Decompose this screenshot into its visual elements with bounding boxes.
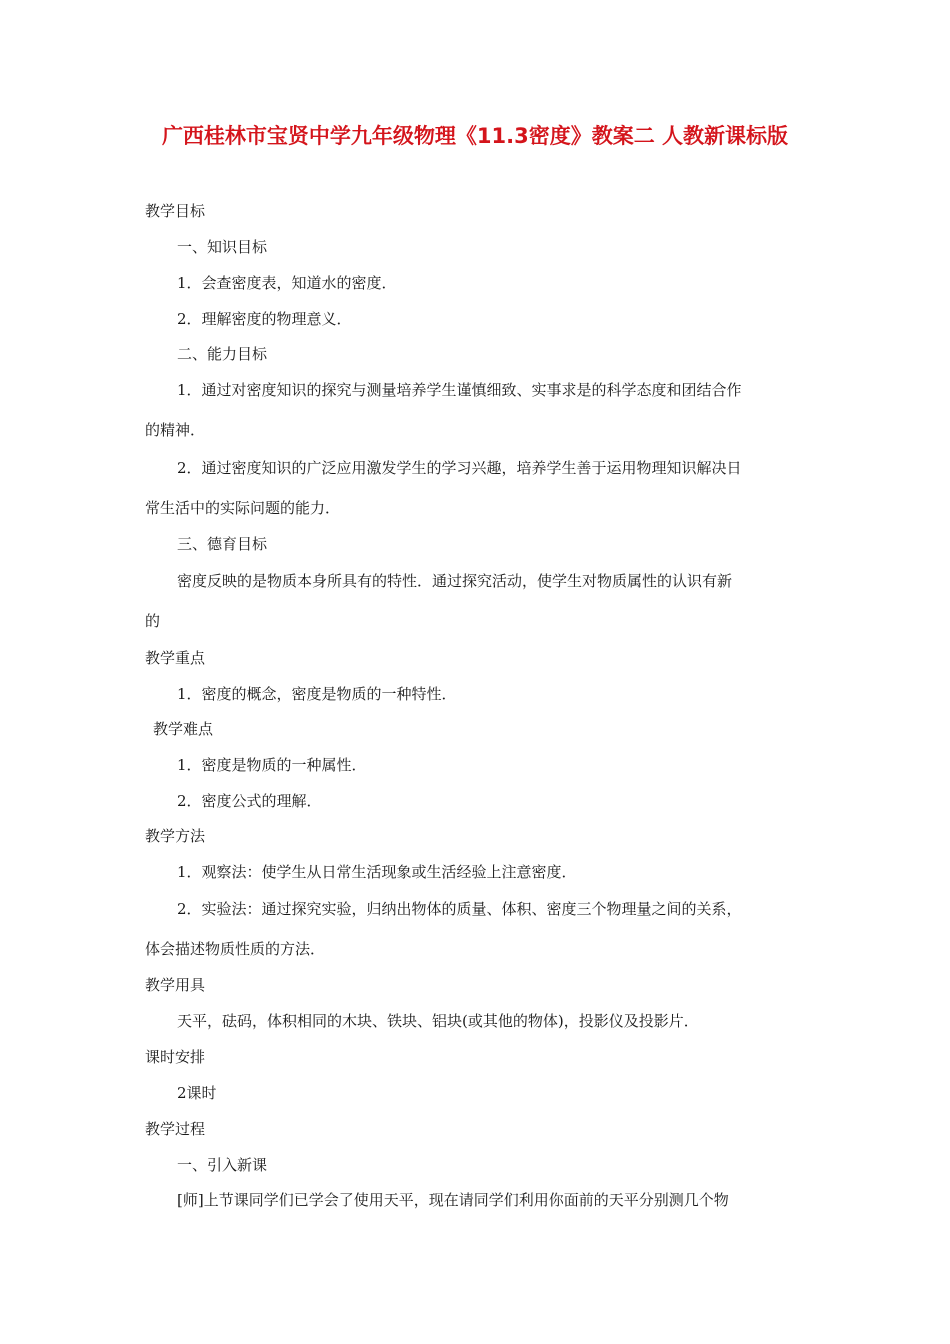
paragraph-line: 体会描述物质性质的方法． — [145, 940, 326, 958]
paragraph-line: 1．观察法：使学生从日常生活现象或生活经验上注意密度． — [177, 863, 577, 881]
paragraph-line: 常生活中的实际问题的能力． — [145, 499, 341, 517]
heading-class-schedule: 课时安排 — [145, 1048, 206, 1066]
paragraph-line: 1．会查密度表，知道水的密度． — [177, 274, 397, 292]
paragraph-line: [师]上节课同学们已学会了使用天平，现在请同学们利用你面前的天平分别测几个物 — [177, 1191, 729, 1209]
subheading-ability-goals: 二、能力目标 — [177, 345, 268, 363]
heading-teaching-tools: 教学用具 — [145, 976, 206, 994]
heading-teaching-goals: 教学目标 — [145, 202, 206, 220]
paragraph-line: 1．密度是物质的一种属性． — [177, 756, 367, 774]
heading-key-points: 教学重点 — [145, 649, 206, 667]
heading-teaching-methods: 教学方法 — [145, 827, 206, 845]
paragraph-line: 天平，砝码，体积相同的木块、铁块、铝块(或其他的物体)，投影仪及投影片． — [177, 1012, 699, 1030]
paragraph-line: 2．通过密度知识的广泛应用激发学生的学习兴趣，培养学生善于运用物理知识解决日 — [177, 459, 742, 477]
paragraph-line: 2．理解密度的物理意义． — [177, 310, 352, 328]
subheading-moral-goals: 三、德育目标 — [177, 535, 268, 553]
paragraph-line: 2．密度公式的理解． — [177, 792, 322, 810]
paragraph-line: 1．密度的概念，密度是物质的一种特性． — [177, 685, 457, 703]
subheading-knowledge-goals: 一、知识目标 — [177, 238, 268, 256]
paragraph-line: 的精神． — [145, 421, 206, 439]
paragraph-line: 2课时 — [177, 1084, 217, 1102]
paragraph-line: 2．实验法：通过探究实验，归纳出物体的质量、体积、密度三个物理量之间的关系， — [177, 900, 742, 918]
heading-teaching-process: 教学过程 — [145, 1120, 206, 1138]
paragraph-line: 的 — [145, 612, 161, 630]
heading-difficult-points: 教学难点 — [153, 720, 214, 738]
paragraph-line: 1．通过对密度知识的探究与测量培养学生谨慎细致、实事求是的科学态度和团结合作 — [177, 381, 742, 399]
subheading-introduction: 一、引入新课 — [177, 1156, 268, 1174]
paragraph-line: 密度反映的是物质本身所具有的特性．通过探究活动，使学生对物质属性的认识有新 — [177, 572, 733, 590]
document-title: 广西桂林市宝贤中学九年级物理《11.3密度》教案二 人教新课标版 — [161, 124, 789, 148]
